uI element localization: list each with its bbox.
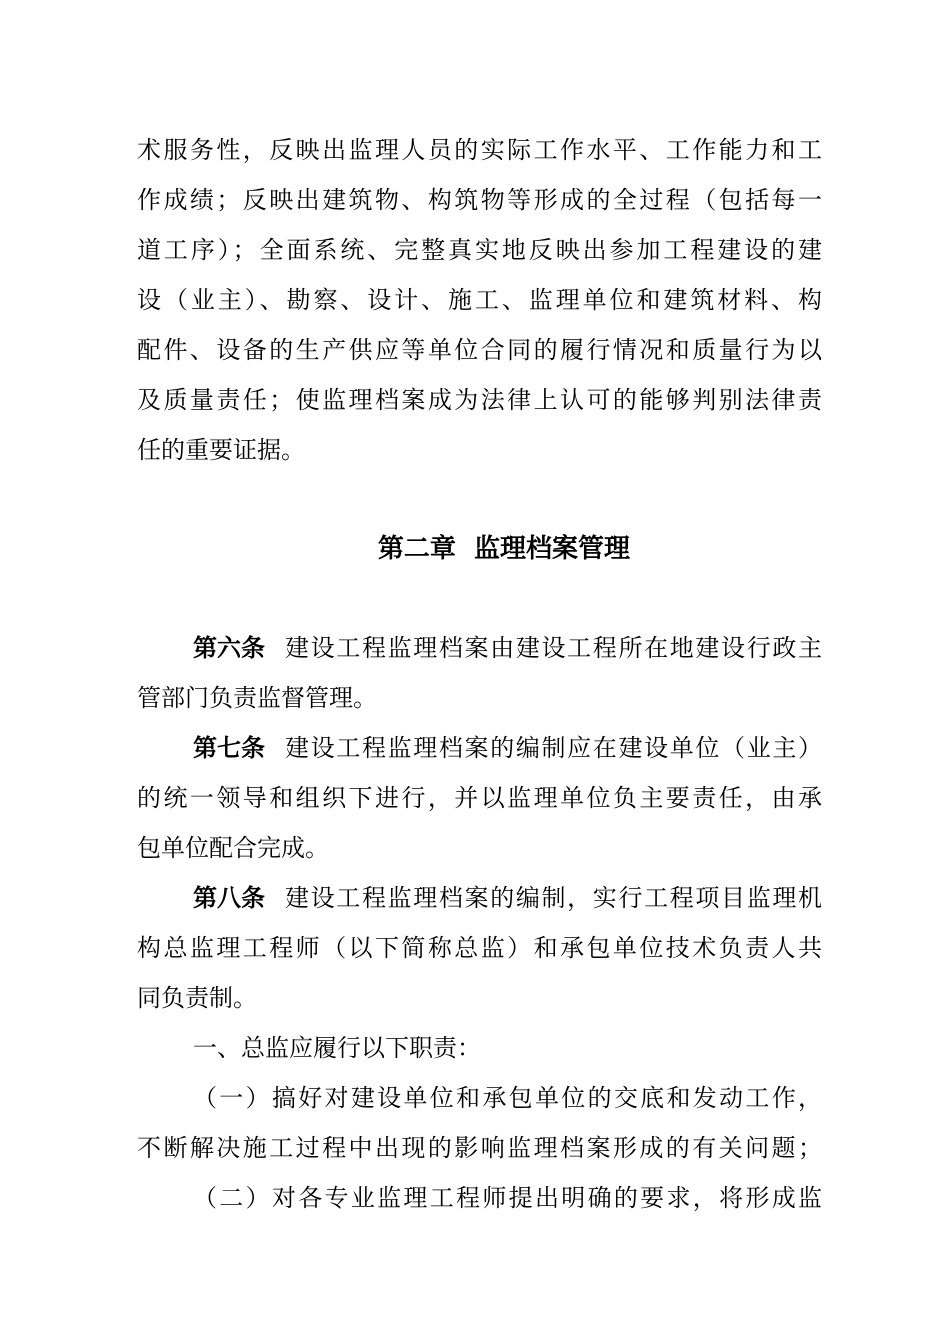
article-7-label: 第七条 — [193, 733, 265, 762]
article-8-label: 第八条 — [193, 883, 265, 912]
article-6-label: 第六条 — [193, 633, 265, 662]
chapter-number: 第二章 — [377, 534, 456, 564]
chapter-heading — [0, 533, 950, 565]
document-page: 术服务性，反映出监理人员的实际工作水平、工作能力和工 作成绩；反映出建筑物、构筑物等形成的全过程（包括每一 道工序）；全面系统、完整真实地反映出参加工程建设的建 设（业主）、勘察、设计、施工、监理单位和建筑材料、构 配件、设备的生产供应等单位合同的履行情况和质量行为以 及质量责任；使监理档案成为法律上认可的能够判别法律责 任的重要证据。 第二章 监理档案管理 第六条 建设工程监理档案由建设工程所在地建设行政主 管部门负责监督管理。 第七条 建设工程监理档案的编制应在建设单位（业主） 的统一领导和组织下进行，并以监理单位负主要责任，由承 包单位配合完成。 第八条 建设工程监理档案的编制，实行工程项目监理机 构总监理工程师（以下简称总监）和承包单位技术负责人共 同负责制。 一、总监应履行以下职责： （一）搞好对建设单位和承包单位的交底和发动工作， 不断解决施工过程中出现的影响监理档案形成的有关问题； （二）对各专业监理工程师提出明确的要求，将形成监 — [0, 0, 950, 1344]
chapter-title: 监理档案管理 — [474, 534, 631, 564]
